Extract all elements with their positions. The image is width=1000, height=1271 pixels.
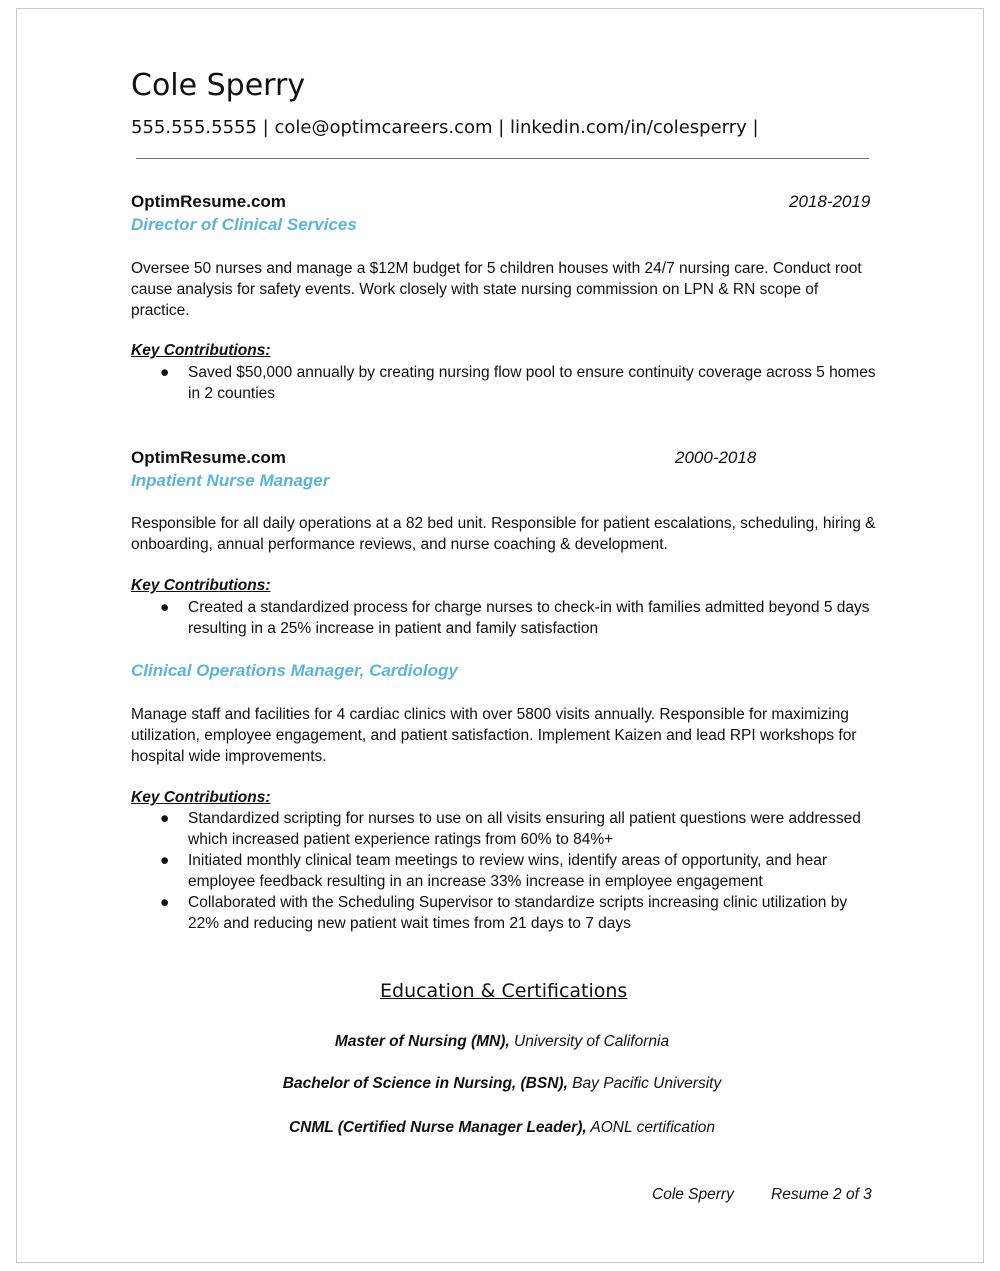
bullet-icon: ●	[160, 364, 170, 381]
bullet-icon: ●	[160, 599, 170, 616]
header-divider	[136, 158, 869, 159]
contact-line: 555.555.5555 | cole@optimcareers.com | linkedin.com/in/colesperry |	[131, 117, 759, 138]
bullet-icon: ●	[160, 894, 170, 911]
job-3-summary: Manage staff and facilities for 4 cardiac clinics with over 5800 visits annually. Responsible for maximizing utilization, employee engagement, and patient satisfaction. Implement Kaizen and lead RPI workshops for hospital wide improvements.	[131, 706, 857, 765]
list-item: ● Standardized scripting for nurses to use on all visits ensuring all patient questions were addressed which increased patient experience ratings from 60% to 84%+	[160, 810, 861, 848]
list-item: ● Initiated monthly clinical team meetings to review wins, identify areas of opportunity, and hear employee feedback resulting in an increase 33% increase in employee engagement	[160, 852, 827, 890]
job-3-title: Clinical Operations Manager, Cardiology	[131, 661, 458, 680]
bullet-icon: ●	[160, 852, 170, 869]
job-2-company: OptimResume.com	[131, 448, 286, 467]
job-2-bullets	[160, 597, 880, 639]
job-1-summary: Oversee 50 nurses and manage a $12M budget for 5 children houses with 24/7 nursing care. Conduct root cause analysis for safety events. Work closely with state nursing commission on LPN & RN scope of practice.	[131, 260, 862, 319]
job-1-contributions-label: Key Contributions:	[131, 342, 271, 359]
job-1-title: Director of Clinical Services	[131, 215, 357, 234]
list-item: ● Saved $50,000 annually by creating nursing flow pool to ensure continuity coverage across 5 homes in 2 counties	[160, 364, 876, 402]
job-1-bullets	[160, 362, 880, 404]
footer-name: Cole Sperry	[652, 1186, 734, 1203]
job-2-contributions-label: Key Contributions:	[131, 577, 271, 594]
footer-page-number: Resume 2 of 3	[771, 1186, 872, 1203]
education-item: Master of Nursing (MN), University of California	[334, 1033, 670, 1050]
job-3-contributions-label: Key Contributions:	[131, 789, 271, 806]
job-2-title: Inpatient Nurse Manager	[131, 471, 330, 490]
bullet-icon: ●	[160, 810, 170, 827]
job-1-company: OptimResume.com	[131, 192, 286, 211]
job-2-dates: 2000-2018	[675, 448, 757, 467]
candidate-name: Cole Sperry	[131, 68, 306, 103]
education-item: CNML (Certified Nurse Manager Leader), AONL certification	[288, 1119, 716, 1136]
job-2-summary: Responsible for all daily operations at a 82 bed unit. Responsible for patient escalations, scheduling, hiring & onboarding, annual performance reviews, and nurse coaching & development.	[131, 515, 876, 553]
job-3-bullets	[160, 808, 880, 934]
education-heading: Education & Certifications	[380, 980, 628, 1002]
job-1-dates: 2018-2019	[789, 192, 871, 211]
list-item: ● Collaborated with the Scheduling Supervisor to standardize scripts increasing clinic utilization by 22% and reducing new patient wait times from 21 days to 7 days	[160, 894, 848, 932]
list-item: ● Created a standardized process for charge nurses to check-in with families admitted beyond 5 days resulting in a 25% increase in patient and family satisfaction	[160, 599, 870, 637]
education-item: Bachelor of Science in Nursing, (BSN), Bay Pacific University	[282, 1075, 722, 1092]
